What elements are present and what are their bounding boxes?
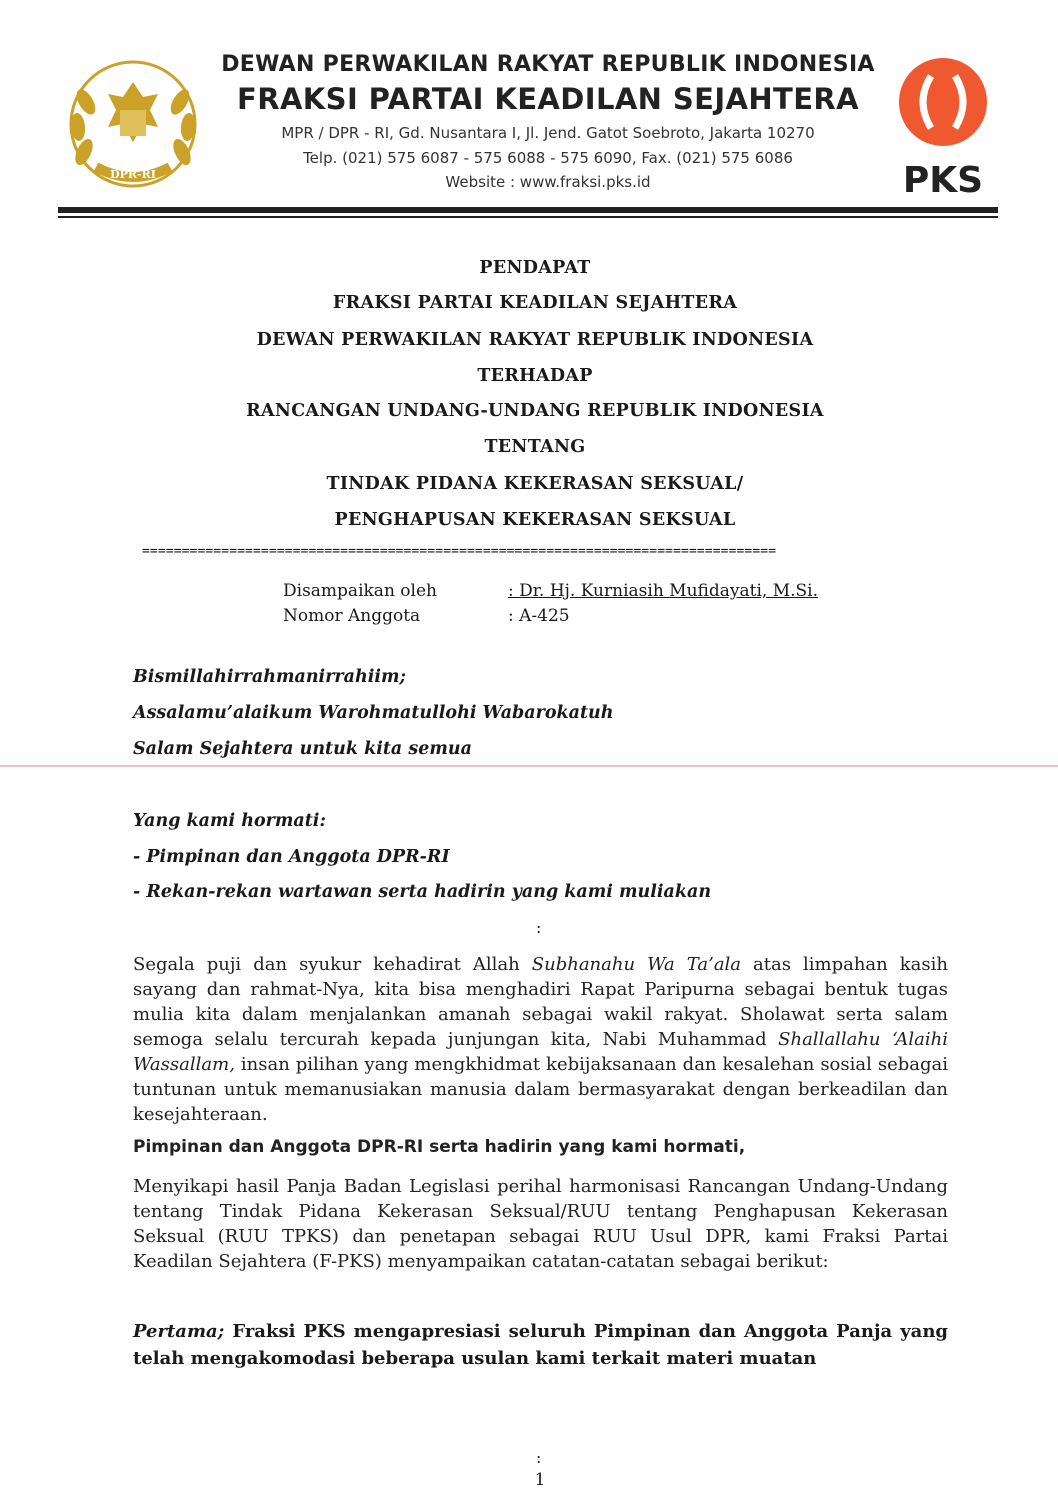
org-phone: Telp. (021) 575 6087 - 575 6088 - 575 6090, Fax. (021) 575 6086 (303, 149, 793, 167)
pks-logo (893, 54, 993, 204)
honored-item-1: - Pimpinan dan Anggota DPR-RI (133, 847, 450, 867)
org-website: Website : www.fraksi.pks.id (445, 173, 651, 191)
greeting-bismillah: Bismillahirrahmanirrahiim; (133, 667, 406, 687)
org-address: MPR / DPR - RI, Gd. Nusantara I, Jl. Jend. Gatot Soebroto, Jakarta 10270 (281, 124, 815, 142)
presented-by-label: Disampaikan oleh (283, 581, 437, 601)
honored-item-2: - Rekan-rekan wartawan serta hadirin yang kami muliakan (133, 882, 712, 902)
title-line-7: TINDAK PIDANA KEKERASAN SEKSUAL/ (326, 474, 744, 494)
title-line-8: PENGHAPUSAN KEKERASAN SEKSUAL (334, 510, 736, 530)
page-number: 1 (534, 1470, 546, 1490)
svg-text:PKS: PKS (902, 160, 984, 201)
title-line-2: FRAKSI PARTAI KEADILAN SEJAHTERA (332, 293, 738, 313)
letterhead-rule-thick (58, 207, 998, 213)
title-line-6: TENTANG (484, 437, 586, 457)
member-number-label: Nomor Anggota (283, 606, 421, 626)
member-number-value: : A-425 (508, 606, 570, 626)
greeting-salam-sejahtera: Salam Sejahtera untuk kita semua (133, 739, 472, 759)
title-line-5: RANCANGAN UNDANG-UNDANG REPUBLIK INDONESIA (246, 401, 824, 421)
title-line-1: PENDAPAT (479, 258, 591, 278)
greeting-salam: Assalamu’alaikum Warohmatullohi Wabarokatuh (133, 703, 614, 723)
stray-mark-footer: : (536, 1448, 542, 1467)
org-name-line1: DEWAN PERWAKILAN RAKYAT REPUBLIK INDONESIA (221, 52, 875, 77)
presented-by-value: : Dr. Hj. Kurniasih Mufidayati, M.Si. (508, 581, 818, 601)
title-line-4: TERHADAP (477, 366, 593, 386)
paragraph-first-point: Pertama; Fraksi PKS mengapresiasi seluruh Pimpinan dan Anggota Panja yang telah mengakomodasi beberapa usulan kami terkait materi muatan (133, 1321, 948, 1369)
svg-text:DPR-RI: DPR-RI (110, 168, 156, 181)
paragraph-opening: Segala puji dan syukur kehadirat Allah Subhanahu Wa Ta’ala atas limpahan kasih sayang dan rahmat-Nya, kita bisa menghadiri Rapat Paripurna sebagai bentuk tugas mulia kita dalam menjalankan amanah sebagai wakil rakyat. Sholawat serta salam semoga selalu tercurah kepada junjungan kita, Nabi Muhammad Shallallahu ‘Alaihi Wassallam, insan pilihan yang mengkhidmat kebijaksanaan dan kesalehan sosial sebagai tuntunan untuk memanusiakan manusia dalam bermasyarakat dengan berkeadilan dan kesejahteraan. (133, 954, 948, 1125)
scan-artifact-line (0, 765, 1058, 767)
title-line-3: DEWAN PERWAKILAN RAKYAT REPUBLIK INDONESIA (256, 330, 814, 350)
letterhead-rule-thin (58, 216, 998, 218)
title-separator: ================================================================================ (142, 544, 777, 559)
honored-heading: Yang kami hormati: (133, 811, 326, 831)
stray-mark: : (536, 918, 542, 937)
org-name-line2: FRAKSI PARTAI KEADILAN SEJAHTERA (237, 82, 859, 116)
dpr-ri-seal-logo (58, 52, 208, 202)
paragraph-context: Menyikapi hasil Panja Badan Legislasi perihal harmonisasi Rancangan Undang-Undang tentang Tindak Pidana Kekerasan Seksual/RUU tentang Penghapusan Kekerasan Seksual (RUU TPKS) dan penetapan sebagai RUU Usul DPR, kami Fraksi Partai Keadilan Sejahtera (F-PKS) menyampaikan catatan-catatan sebagai berikut: (133, 1176, 948, 1272)
section-heading-address: Pimpinan dan Anggota DPR-RI serta hadirin yang kami hormati, (133, 1137, 746, 1157)
